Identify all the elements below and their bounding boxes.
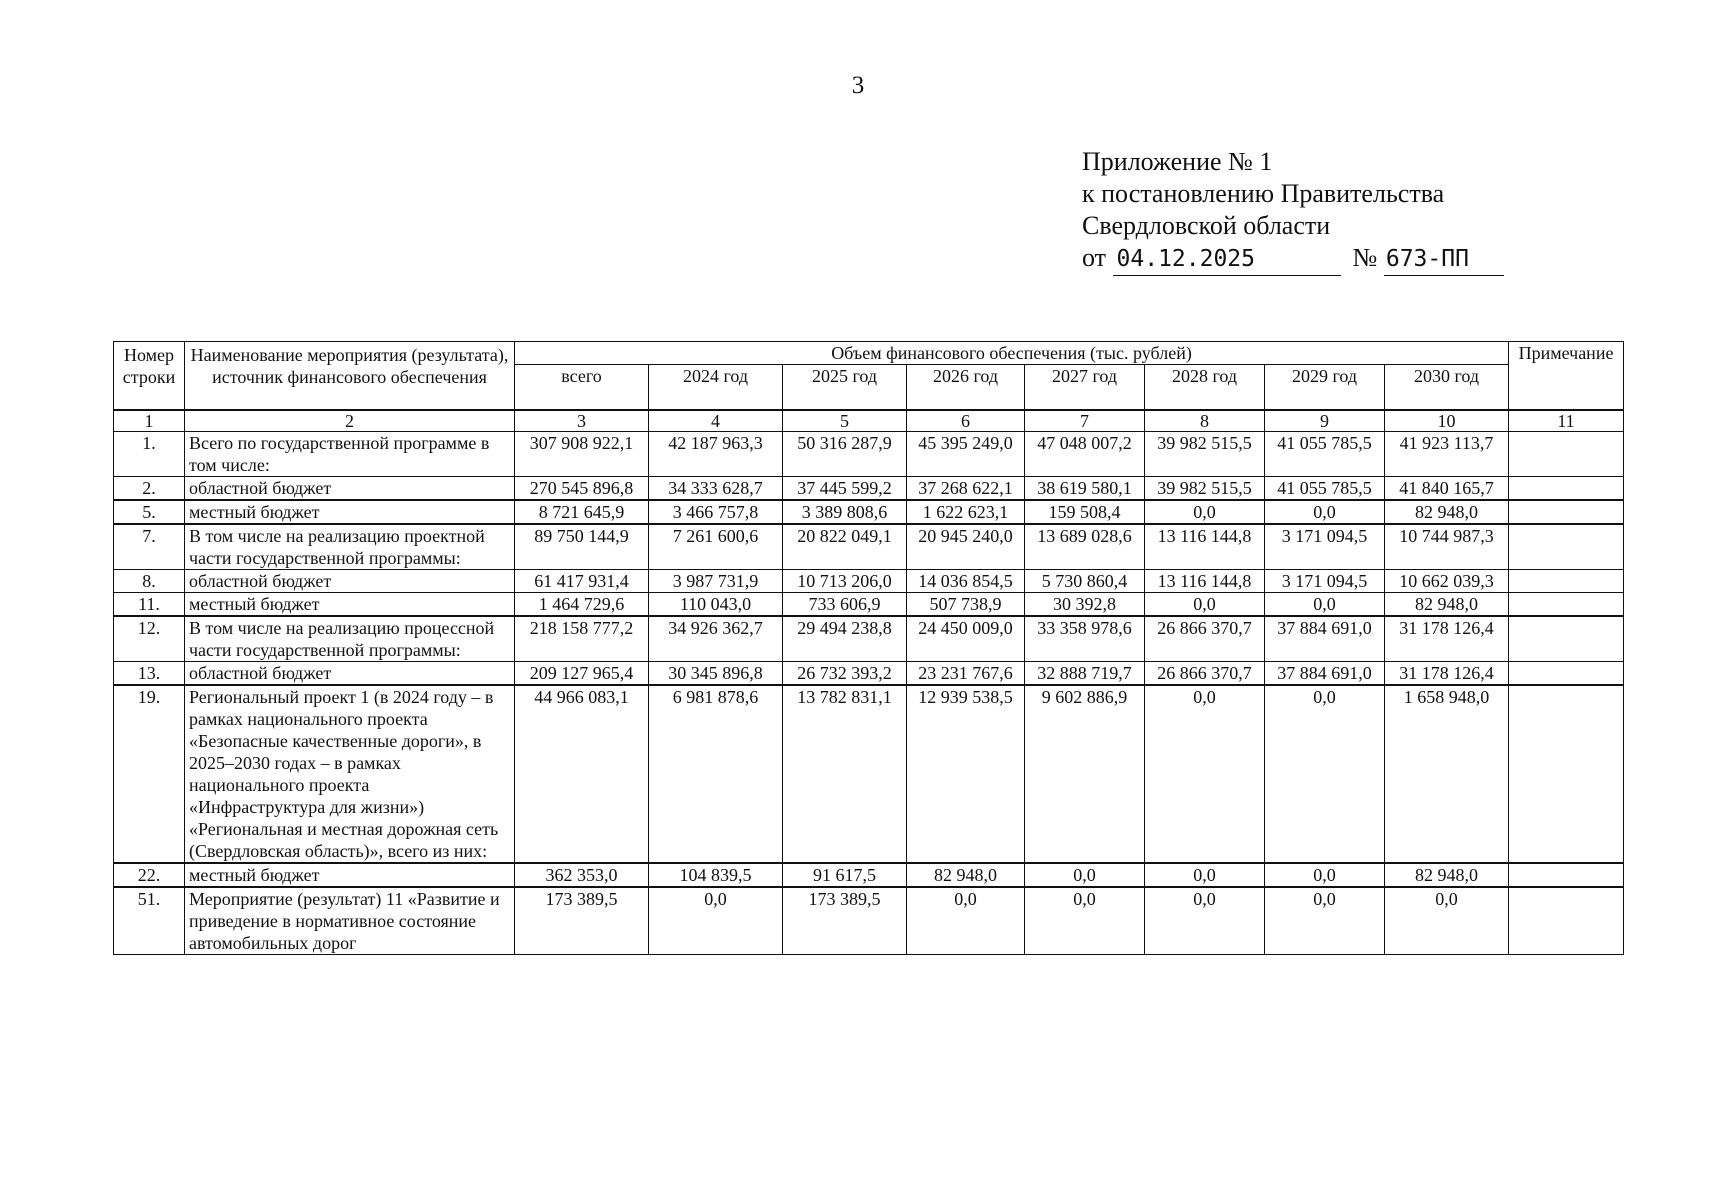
- row-value: 0,0: [1025, 864, 1145, 887]
- row-value: 104 839,5: [649, 864, 783, 887]
- row-value: 159 508,4: [1025, 501, 1145, 524]
- row-number: 19.: [114, 686, 185, 863]
- column-number: 6: [907, 411, 1025, 432]
- financing-table: [113, 341, 1624, 955]
- row-number: 13.: [114, 662, 185, 685]
- row-value: 34 333 628,7: [649, 477, 783, 500]
- row-name: Региональный проект 1 (в 2024 году – в рамках национального проекта «Безопасные качественные дороги», в 2025–2030 годах – в рамках национального проекта «Инфраструктура для жизни») «Региональная и местная дорожная сеть (Свердловская область)», всего из них:: [185, 686, 515, 863]
- row-value: 37 268 622,1: [907, 477, 1025, 500]
- row-value: 9 602 886,9: [1025, 686, 1145, 863]
- table-row: [114, 864, 1624, 887]
- row-value: 89 750 144,9: [515, 525, 649, 570]
- row-note: [1509, 662, 1624, 685]
- row-name: В том числе на реализацию процессной части государственной программы:: [185, 617, 515, 662]
- row-value: 13 782 831,1: [783, 686, 907, 863]
- row-value: 42 187 963,3: [649, 432, 783, 477]
- table-row: [114, 617, 1624, 662]
- row-number: 22.: [114, 864, 185, 887]
- table-row: [114, 477, 1624, 500]
- from-label: от: [1082, 243, 1107, 272]
- row-value: 173 389,5: [515, 888, 649, 955]
- row-value: 26 732 393,2: [783, 662, 907, 685]
- row-value: 209 127 965,4: [515, 662, 649, 685]
- row-value: 29 494 238,8: [783, 617, 907, 662]
- row-value: 14 036 854,5: [907, 570, 1025, 593]
- row-value: 30 345 896,8: [649, 662, 783, 685]
- header-year: всего: [515, 365, 649, 410]
- header-name: Наименование мероприятия (результата), источник финансового обеспечения: [185, 342, 515, 410]
- row-value: 0,0: [1145, 501, 1265, 524]
- row-name: В том числе на реализацию проектной части государственной программы:: [185, 525, 515, 570]
- table-row: [114, 432, 1624, 477]
- row-note: [1509, 501, 1624, 524]
- row-value: 30 392,8: [1025, 593, 1145, 616]
- row-value: 1 658 948,0: [1385, 686, 1509, 863]
- row-value: 507 738,9: [907, 593, 1025, 616]
- row-value: 47 048 007,2: [1025, 432, 1145, 477]
- header-row-no: Номер строки: [114, 342, 185, 410]
- table-row: [114, 662, 1624, 685]
- row-value: 41 923 113,7: [1385, 432, 1509, 477]
- row-number: 5.: [114, 501, 185, 524]
- row-value: 45 395 249,0: [907, 432, 1025, 477]
- row-value: 307 908 922,1: [515, 432, 649, 477]
- row-number: 8.: [114, 570, 185, 593]
- row-value: 3 466 757,8: [649, 501, 783, 524]
- row-value: 39 982 515,5: [1145, 477, 1265, 500]
- resolution-number: 673-ПП: [1384, 243, 1504, 276]
- row-value: 733 606,9: [783, 593, 907, 616]
- row-note: [1509, 864, 1624, 887]
- row-value: 10 713 206,0: [783, 570, 907, 593]
- header-year: 2029 год: [1265, 365, 1385, 410]
- row-value: 50 316 287,9: [783, 432, 907, 477]
- row-name: местный бюджет: [185, 593, 515, 616]
- appendix-line3: Свердловской области: [1082, 211, 1331, 240]
- header-year: 2030 год: [1385, 365, 1509, 410]
- row-value: 13 689 028,6: [1025, 525, 1145, 570]
- row-note: [1509, 432, 1624, 477]
- table-body: [114, 410, 1624, 955]
- column-number: 9: [1265, 411, 1385, 432]
- row-name: областной бюджет: [185, 570, 515, 593]
- row-note: [1509, 477, 1624, 500]
- column-number: 3: [515, 411, 649, 432]
- row-value: 24 450 009,0: [907, 617, 1025, 662]
- row-name: областной бюджет: [185, 477, 515, 500]
- row-note: [1509, 525, 1624, 570]
- row-number: 1.: [114, 432, 185, 477]
- row-value: 0,0: [907, 888, 1025, 955]
- row-value: 34 926 362,7: [649, 617, 783, 662]
- column-number-row: [114, 411, 1624, 432]
- header-row-1: [114, 342, 1624, 365]
- column-number: 10: [1385, 411, 1509, 432]
- row-note: [1509, 593, 1624, 616]
- row-number: 2.: [114, 477, 185, 500]
- row-value: 0,0: [1145, 686, 1265, 863]
- appendix-line2: к постановлению Правительства: [1082, 179, 1445, 208]
- row-value: 0,0: [1265, 593, 1385, 616]
- row-value: 0,0: [649, 888, 783, 955]
- row-value: 110 043,0: [649, 593, 783, 616]
- header-year: 2027 год: [1025, 365, 1145, 410]
- row-value: 6 981 878,6: [649, 686, 783, 863]
- row-note: [1509, 888, 1624, 955]
- row-value: 37 884 691,0: [1265, 617, 1385, 662]
- row-value: 0,0: [1265, 888, 1385, 955]
- row-value: 41 840 165,7: [1385, 477, 1509, 500]
- row-number: 7.: [114, 525, 185, 570]
- row-note: [1509, 617, 1624, 662]
- row-value: 13 116 144,8: [1145, 525, 1265, 570]
- row-value: 44 966 083,1: [515, 686, 649, 863]
- row-value: 10 744 987,3: [1385, 525, 1509, 570]
- row-value: 37 445 599,2: [783, 477, 907, 500]
- row-value: 32 888 719,7: [1025, 662, 1145, 685]
- resolution-date: 04.12.2025: [1113, 243, 1341, 276]
- row-value: 3 171 094,5: [1265, 570, 1385, 593]
- row-number: 51.: [114, 888, 185, 955]
- row-value: 0,0: [1025, 888, 1145, 955]
- row-value: 26 866 370,7: [1145, 617, 1265, 662]
- row-value: 3 171 094,5: [1265, 525, 1385, 570]
- column-number: 4: [649, 411, 783, 432]
- row-value: 20 945 240,0: [907, 525, 1025, 570]
- row-note: [1509, 570, 1624, 593]
- row-value: 218 158 777,2: [515, 617, 649, 662]
- table-row: [114, 501, 1624, 524]
- row-value: 8 721 645,9: [515, 501, 649, 524]
- row-value: 39 982 515,5: [1145, 432, 1265, 477]
- header-note: Примечание: [1509, 342, 1624, 410]
- appendix-date-line: [1082, 242, 1504, 276]
- row-value: 31 178 126,4: [1385, 617, 1509, 662]
- row-value: 0,0: [1265, 686, 1385, 863]
- row-value: 82 948,0: [1385, 593, 1509, 616]
- row-value: 0,0: [1265, 501, 1385, 524]
- row-value: 0,0: [1265, 864, 1385, 887]
- appendix-block: [1082, 146, 1504, 276]
- column-number: 5: [783, 411, 907, 432]
- header-year: 2028 год: [1145, 365, 1265, 410]
- row-note: [1509, 686, 1624, 863]
- row-value: 82 948,0: [1385, 864, 1509, 887]
- row-value: 12 939 538,5: [907, 686, 1025, 863]
- table-row: [114, 888, 1624, 955]
- number-label: №: [1352, 243, 1378, 272]
- header-year: 2026 год: [907, 365, 1025, 410]
- row-value: 7 261 600,6: [649, 525, 783, 570]
- column-number: 11: [1509, 411, 1624, 432]
- table-row: [114, 593, 1624, 616]
- row-name: Всего по государственной программе в том числе:: [185, 432, 515, 477]
- row-number: 11.: [114, 593, 185, 616]
- row-name: Мероприятие (результат) 11 «Развитие и приведение в нормативное состояние автомобильных дорог: [185, 888, 515, 955]
- column-number: 7: [1025, 411, 1145, 432]
- row-value: 82 948,0: [1385, 501, 1509, 524]
- row-name: областной бюджет: [185, 662, 515, 685]
- row-value: 362 353,0: [515, 864, 649, 887]
- table-row: [114, 686, 1624, 863]
- row-value: 41 055 785,5: [1265, 432, 1385, 477]
- row-value: 5 730 860,4: [1025, 570, 1145, 593]
- row-name: местный бюджет: [185, 501, 515, 524]
- row-value: 13 116 144,8: [1145, 570, 1265, 593]
- row-value: 20 822 049,1: [783, 525, 907, 570]
- row-value: 91 617,5: [783, 864, 907, 887]
- row-value: 3 987 731,9: [649, 570, 783, 593]
- row-value: 37 884 691,0: [1265, 662, 1385, 685]
- row-value: 38 619 580,1: [1025, 477, 1145, 500]
- row-value: 26 866 370,7: [1145, 662, 1265, 685]
- row-value: 0,0: [1145, 888, 1265, 955]
- table-row: [114, 570, 1624, 593]
- header-year: 2024 год: [649, 365, 783, 410]
- row-value: 31 178 126,4: [1385, 662, 1509, 685]
- appendix-title: Приложение № 1: [1082, 147, 1273, 176]
- row-number: 12.: [114, 617, 185, 662]
- page-number: 3: [851, 72, 865, 99]
- row-value: 82 948,0: [907, 864, 1025, 887]
- column-number: 1: [114, 411, 185, 432]
- row-value: 33 358 978,6: [1025, 617, 1145, 662]
- row-value: 270 545 896,8: [515, 477, 649, 500]
- header-year: 2025 год: [783, 365, 907, 410]
- column-number: 8: [1145, 411, 1265, 432]
- row-value: 23 231 767,6: [907, 662, 1025, 685]
- row-value: 0,0: [1145, 864, 1265, 887]
- row-value: 3 389 808,6: [783, 501, 907, 524]
- row-value: 1 464 729,6: [515, 593, 649, 616]
- row-value: 0,0: [1385, 888, 1509, 955]
- header-volume: Объем финансового обеспечения (тыс. рублей): [515, 342, 1509, 365]
- row-value: 10 662 039,3: [1385, 570, 1509, 593]
- row-value: 173 389,5: [783, 888, 907, 955]
- row-value: 41 055 785,5: [1265, 477, 1385, 500]
- column-number: 2: [185, 411, 515, 432]
- table-row: [114, 525, 1624, 570]
- row-name: местный бюджет: [185, 864, 515, 887]
- row-value: 0,0: [1145, 593, 1265, 616]
- row-value: 61 417 931,4: [515, 570, 649, 593]
- row-value: 1 622 623,1: [907, 501, 1025, 524]
